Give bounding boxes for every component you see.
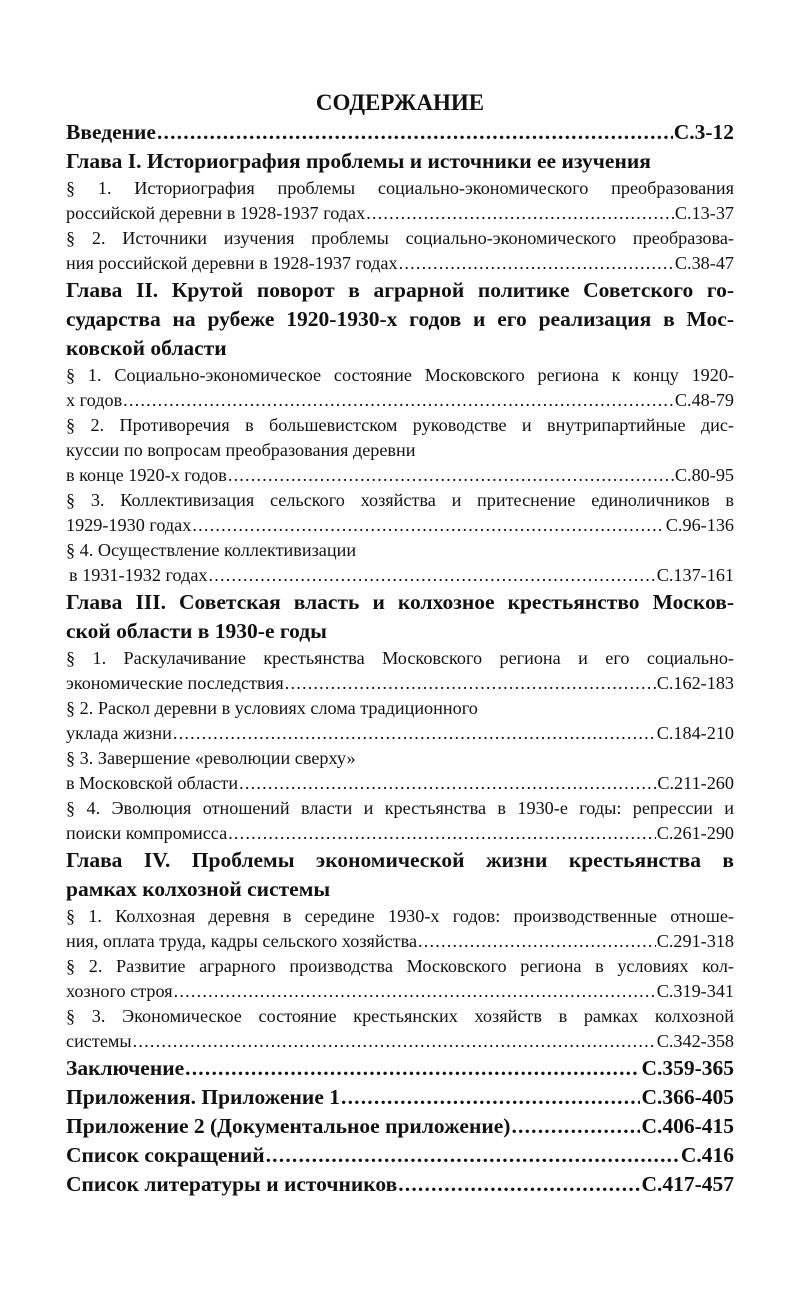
section-2-3-line1: § 3. Коллективизация сельского хозяйства и притеснение единоличников в	[66, 490, 734, 510]
entry-label: хозного строя	[66, 981, 173, 1001]
entry-label: Введение	[66, 120, 156, 144]
entry-page: С.417-457	[641, 1172, 734, 1196]
dot-leader	[239, 771, 656, 796]
chapter-4-title-line2: рамках колхозной системы	[66, 877, 331, 901]
dot-leader	[173, 721, 656, 746]
section-3-1-line1: § 1. Раскулачивание крестьянства Московского региона и его социально-	[66, 648, 734, 668]
toc-entry-appendix-1	[66, 1083, 734, 1112]
entry-label: системы	[66, 1031, 132, 1051]
dot-leader	[418, 929, 656, 954]
entry-label: Заключение	[66, 1056, 185, 1080]
dot-leader	[341, 1083, 640, 1112]
entry-page: С.38-47	[674, 253, 734, 273]
section-3-4-line1: § 4. Эволюция отношений власти и крестьянства в 1930-е годы: репрессии и	[66, 798, 734, 818]
entry-label: поиски компромисса	[66, 823, 228, 843]
entry-page: С.80-95	[674, 465, 734, 485]
entry-page: С.184-210	[656, 723, 734, 743]
section-2-1-line1: § 1. Социально-экономическое состояние Московского региона к концу 1920-	[66, 365, 734, 385]
entry-label: Приложение 2 (Документальное приложение)	[66, 1114, 511, 1138]
chapter-1-title: Глава I. Историография проблемы и источники ее изучения	[66, 149, 651, 173]
dot-leader	[399, 251, 674, 276]
entry-page: С.359-365	[641, 1056, 734, 1080]
entry-page: С.13-37	[674, 203, 734, 223]
entry-page: С.342-358	[656, 1031, 734, 1051]
dot-leader	[174, 979, 656, 1004]
dot-leader	[192, 513, 664, 538]
chapter-2-title-line3: ковской области	[66, 336, 227, 360]
dot-leader	[228, 463, 674, 488]
table-of-contents	[66, 88, 734, 1199]
section-4-3-line2	[66, 1029, 734, 1054]
section-3-2-line1: § 2. Раскол деревни в условиях слома традиционного	[66, 698, 478, 718]
entry-page: С.211-260	[657, 773, 734, 793]
section-4-2-line1: § 2. Развитие аграрного производства Московского региона в условиях кол-	[66, 956, 734, 976]
dot-leader	[185, 1054, 640, 1083]
section-2-2-line1: § 2. Противоречия в большевистском руководстве и внутрипартийные дис-	[66, 415, 734, 435]
section-4-1-line2	[66, 929, 734, 954]
page-title: СОДЕРЖАНИЕ	[315, 90, 485, 115]
entry-page: С.137-161	[656, 565, 734, 585]
chapter-4-title-line1: Глава IV. Проблемы экономической жизни крестьянства в	[66, 848, 734, 872]
entry-page: С.406-415	[641, 1114, 734, 1138]
section-2-1-line2	[66, 388, 734, 413]
dot-leader	[123, 388, 674, 413]
section-4-2-line2	[66, 979, 734, 1004]
entry-label: 1929-1930 годах	[66, 515, 192, 535]
chapter-2-title-line1: Глава II. Крутой поворот в аграрной политике Советского го-	[66, 278, 734, 302]
toc-entry-abbreviations	[66, 1141, 734, 1170]
entry-label: в конце 1920-х годов	[66, 465, 227, 485]
section-1-2-line1: § 2. Источники изучения проблемы социально-экономического преобразова-	[66, 228, 734, 248]
section-3-4-line2	[66, 821, 734, 846]
entry-page: С.3-12	[673, 120, 734, 144]
section-1-2-line2	[66, 251, 734, 276]
entry-label: ния, оплата труда, кадры сельского хозяйства	[66, 931, 418, 951]
section-4-3-line1: § 3. Экономическое состояние крестьянских хозяйств в рамках колхозной	[66, 1006, 734, 1026]
entry-label: ния российской деревни в 1928-1937 годах	[66, 253, 398, 273]
section-2-4-line1: § 4. Осуществление коллективизации	[66, 540, 357, 560]
dot-leader	[366, 201, 674, 226]
dot-leader	[398, 1170, 640, 1199]
toc-entry-conclusion	[66, 1054, 734, 1083]
chapter-2-title-line2: сударства на рубеже 1920-1930-х годов и его реализация в Мос-	[66, 307, 734, 331]
entry-page: С.366-405	[641, 1085, 734, 1109]
dot-leader	[133, 1029, 656, 1054]
entry-page: С.162-183	[656, 673, 734, 693]
entry-page: С.261-290	[656, 823, 734, 843]
section-2-4-line2	[66, 563, 734, 588]
dot-leader	[285, 671, 656, 696]
dot-leader	[157, 118, 673, 147]
section-2-2-line3	[66, 463, 734, 488]
entry-label: экономические последствия	[66, 673, 284, 693]
dot-leader	[228, 821, 656, 846]
section-3-3-line1: § 3. Завершение «революции сверху»	[66, 748, 356, 768]
entry-label: Приложения. Приложение 1	[66, 1085, 340, 1109]
entry-label: Список сокращений	[66, 1143, 265, 1167]
chapter-3-title-line1: Глава III. Советская власть и колхозное крестьянство Москов-	[66, 590, 734, 614]
section-3-2-line2	[66, 721, 734, 746]
entry-page: С.48-79	[674, 390, 734, 410]
section-3-3-line2	[66, 771, 734, 796]
entry-page: С.96-136	[665, 515, 734, 535]
section-2-3-line2	[66, 513, 734, 538]
entry-label: российской деревни в 1928-1937 годах	[66, 203, 366, 223]
chapter-3-title-line2: ской области в 1930-е годы	[66, 619, 327, 643]
toc-entry-appendix-2	[66, 1112, 734, 1141]
section-1-1-line2	[66, 201, 734, 226]
entry-label: уклада жизни	[66, 723, 172, 743]
dot-leader	[208, 563, 655, 588]
entry-label: в 1931-1932 годах	[69, 565, 208, 585]
toc-entry-introduction	[66, 118, 734, 147]
toc-entry-literature	[66, 1170, 734, 1199]
dot-leader	[511, 1112, 640, 1141]
dot-leader	[266, 1141, 680, 1170]
entry-label: Список литературы и источников	[66, 1172, 398, 1196]
section-3-1-line2	[66, 671, 734, 696]
entry-page: С.319-341	[656, 981, 734, 1001]
entry-page: С.416	[680, 1143, 734, 1167]
section-2-2-line2: куссии по вопросам преобразования деревни	[66, 440, 416, 460]
section-4-1-line1: § 1. Колхозная деревня в середине 1930-х годов: производственные отноше-	[66, 906, 734, 926]
entry-label: в Московской области	[66, 773, 239, 793]
section-1-1-line1: § 1. Историография проблемы социально-экономического преобразования	[66, 178, 734, 198]
entry-label: х годов	[66, 390, 123, 410]
entry-page: С.291-318	[656, 931, 734, 951]
